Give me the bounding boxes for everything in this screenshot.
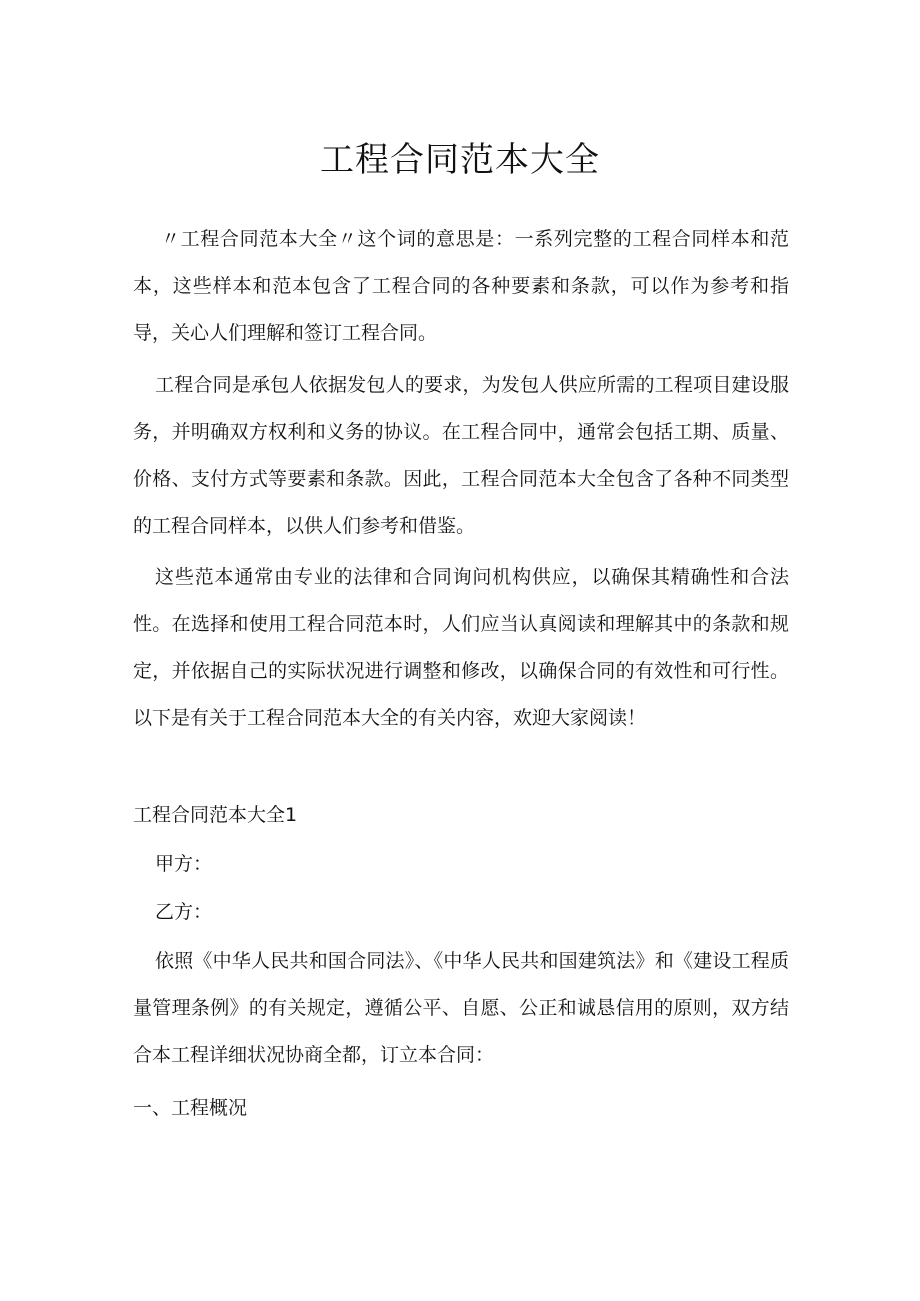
- contract-heading: 工程合同范本大全1: [133, 804, 298, 826]
- document-title: 工程合同范本大全: [320, 140, 600, 180]
- legal-basis-paragraph: 依照《中华人民共和国合同法》、《中华人民共和国建筑法》和《建设工程质量管理条例》的有关规定，遵循公平、自愿、公正和诚恳信用的原则，双方结合本工程详细状况协商全都，订立本合同：: [133, 950, 789, 1066]
- party-a-label: 甲方：: [155, 853, 213, 875]
- party-b-label: 乙方：: [155, 901, 213, 923]
- definition-paragraph: 工程合同是承包人依据发包人的要求，为发包人供应所需的工程项目建设服务，并明确双方权利和义务的协议。在工程合同中，通常会包括工期、质量、价格、支付方式等要素和条款。因此，工程合同范本大全包含了各种不同类型的工程合同样本，以供人们参考和借鉴。: [133, 374, 789, 537]
- section-heading-project-overview: 一、工程概况: [133, 1097, 248, 1119]
- usage-paragraph: 这些范本通常由专业的法律和合同询问机构供应，以确保其精确性和合法性。在选择和使用工程合同范本时，人们应当认真阅读和理解其中的条款和规定，并依据自己的实际状况进行调整和修改，以确保合同的有效性和可行性。以下是有关于工程合同范本大全的有关内容，欢迎大家阅读！: [133, 566, 789, 729]
- intro-paragraph: 〃工程合同范本大全〃这个词的意思是：一系列完整的工程合同样本和范本，这些样本和范本包含了工程合同的各种要素和条款，可以作为参考和指导，关心人们理解和签订工程合同。: [133, 228, 789, 344]
